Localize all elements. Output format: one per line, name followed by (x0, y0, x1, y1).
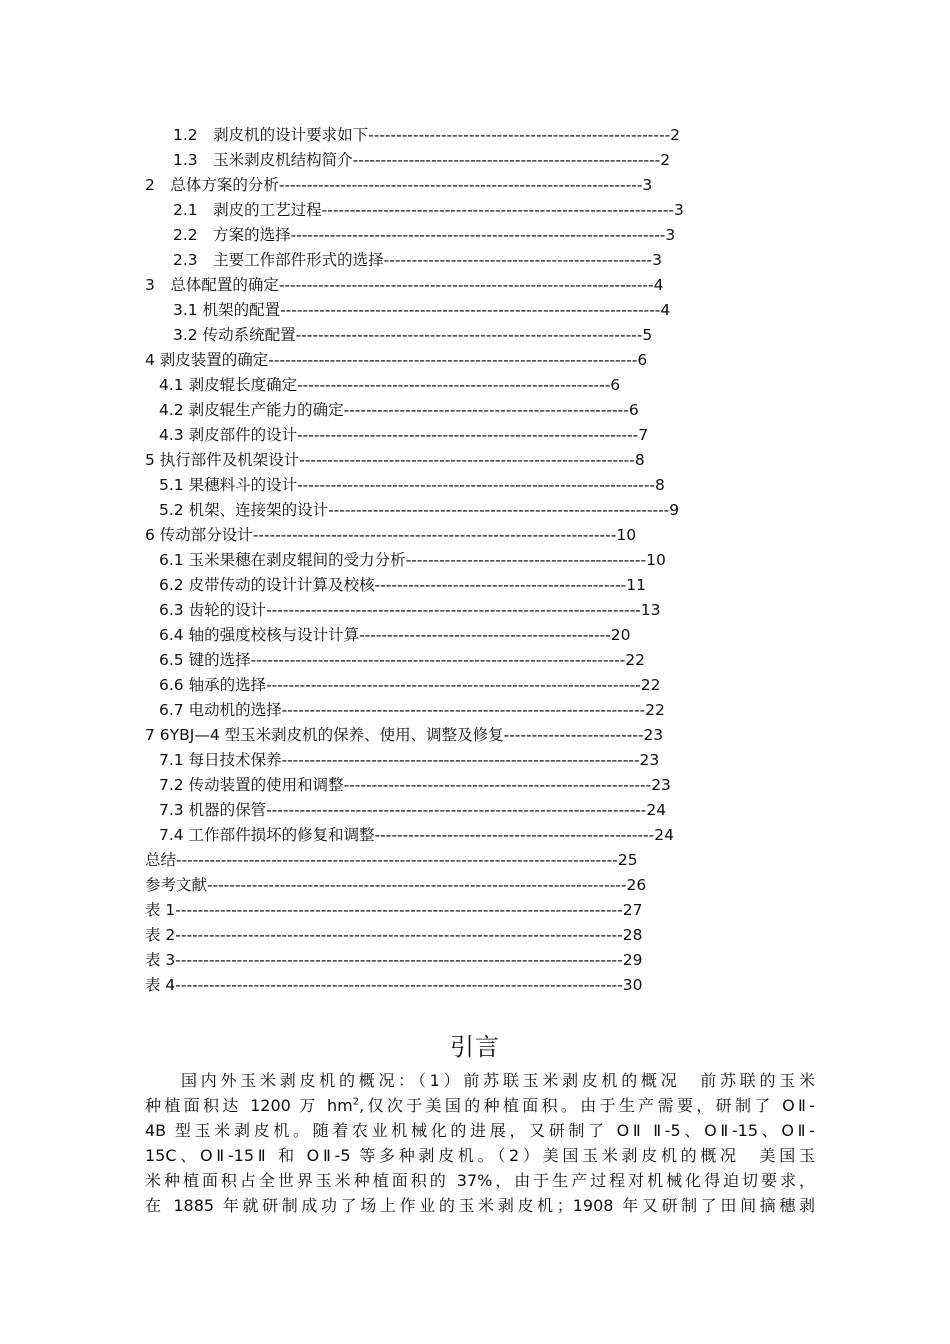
toc-entry[interactable]: 7.3 机器的保管--------------------------------------------------------------------24 (159, 801, 667, 819)
paragraph-line: 在 1885 年就研制成功了场上作业的玉米剥皮机；1908 年又研制了田间摘穗剥 (145, 1196, 815, 1215)
toc-entry[interactable]: 6.3 齿轮的设计-------------------------------------------------------------------13 (159, 601, 661, 619)
toc-entry[interactable]: 6.6 轴承的选择-------------------------------------------------------------------22 (159, 676, 661, 694)
intro-paragraph (145, 1068, 815, 1218)
toc-entry[interactable]: 6.1 玉米果穗在剥皮辊间的受力分析-------------------------------------------10 (159, 551, 666, 569)
toc-entry[interactable]: 6 传动部分设计-----------------------------------------------------------------10 (145, 526, 637, 544)
toc-entry[interactable]: 4.3 剥皮部件的设计-------------------------------------------------------------7 (159, 426, 649, 444)
toc-entry[interactable]: 3 总体配置的确定-------------------------------------------------------------------4 (145, 276, 664, 294)
toc-entry[interactable]: 6.2 皮带传动的设计计算及校核---------------------------------------------11 (159, 576, 646, 594)
toc-entry[interactable]: 6.7 电动机的选择-----------------------------------------------------------------22 (159, 701, 665, 719)
toc-entry[interactable]: 7.4 工作部件损坏的修复和调整--------------------------------------------------24 (159, 826, 674, 844)
toc-entry[interactable]: 3.1 机架的配置--------------------------------------------------------------------4 (173, 301, 671, 319)
toc-entry[interactable]: 6.4 轴的强度校核与设计计算---------------------------------------------20 (159, 626, 631, 644)
section-heading: 引言 (450, 1033, 500, 1061)
paragraph-line: 4B 型玉米剥皮机。随着农业机械化的进展，又研制了 OⅡ Ⅱ-5、OⅡ-15、OⅡ- (145, 1121, 815, 1140)
paragraph-line: 米种植面积占全世界玉米种植面积的 37%，由于生产过程对机械化得迫切要求， (145, 1171, 815, 1190)
toc-entry[interactable]: 2.3 主要工作部件形式的选择------------------------------------------------3 (173, 251, 662, 269)
line-text: ,仅次于美国的种植面积。由于生产需要，研制了 OⅡ- (359, 1096, 815, 1115)
toc-entry[interactable]: 2 总体方案的分析-----------------------------------------------------------------3 (145, 176, 653, 194)
toc-entry[interactable]: 4 剥皮装置的确定------------------------------------------------------------------6 (145, 351, 648, 369)
paragraph-line (145, 1093, 815, 1118)
toc-entry[interactable]: 1.2 剥皮机的设计要求如下------------------------------------------------------2 (173, 126, 681, 144)
toc-entry[interactable]: 5.2 机架、连接架的设计-------------------------------------------------------------9 (159, 501, 680, 519)
toc-entry[interactable]: 总结-------------------------------------------------------------------------------25 (145, 851, 638, 869)
paragraph-line: 15C、OⅡ-15Ⅱ 和 OⅡ-5 等多种剥皮机。（2）美国玉米剥皮机的概况 美国玉 (145, 1146, 815, 1165)
toc-entry[interactable]: 4.2 剥皮辊生产能力的确定---------------------------------------------------6 (159, 401, 639, 419)
toc-entry[interactable]: 参考文献---------------------------------------------------------------------------26 (145, 876, 647, 894)
toc-entry[interactable]: 3.2 传动系统配置--------------------------------------------------------------5 (173, 326, 653, 344)
superscript: 2 (352, 1096, 360, 1108)
toc-entry[interactable]: 表 1--------------------------------------------------------------------------------27 (145, 901, 643, 919)
toc-entry[interactable]: 表 2--------------------------------------------------------------------------------28 (145, 926, 643, 944)
toc-entry[interactable]: 4.1 剥皮辊长度确定--------------------------------------------------------6 (159, 376, 621, 394)
toc-entry[interactable]: 2.2 方案的选择-------------------------------------------------------------------3 (173, 226, 676, 244)
toc-entry[interactable]: 2.1 剥皮的工艺过程---------------------------------------------------------------3 (173, 201, 684, 219)
toc-entry[interactable]: 7.1 每日技术保养----------------------------------------------------------------23 (159, 751, 660, 769)
toc-entry[interactable]: 表 3--------------------------------------------------------------------------------29 (145, 951, 643, 969)
toc-entry[interactable]: 7.2 传动装置的使用和调整-------------------------------------------------------23 (159, 776, 671, 794)
toc-entry[interactable]: 1.3 玉米剥皮机结构简介-------------------------------------------------------2 (173, 151, 671, 169)
paragraph-line: 国内外玉米剥皮机的概况：（1）前苏联玉米剥皮机的概况 前苏联的玉米 (181, 1071, 815, 1090)
toc-entry[interactable]: 6.5 键的选择-------------------------------------------------------------------22 (159, 651, 646, 669)
toc-entry[interactable]: 5.1 果穗料斗的设计----------------------------------------------------------------8 (159, 476, 665, 494)
toc-entry[interactable]: 表 4--------------------------------------------------------------------------------30 (145, 976, 643, 994)
toc-entry[interactable]: 7 6YBJ—4 型玉米剥皮机的保养、使用、调整及修复-------------------------23 (145, 726, 664, 744)
line-text: 种植面积达 1200 万 hm (145, 1096, 353, 1115)
toc-entry[interactable]: 5 执行部件及机架设计------------------------------------------------------------8 (145, 451, 645, 469)
